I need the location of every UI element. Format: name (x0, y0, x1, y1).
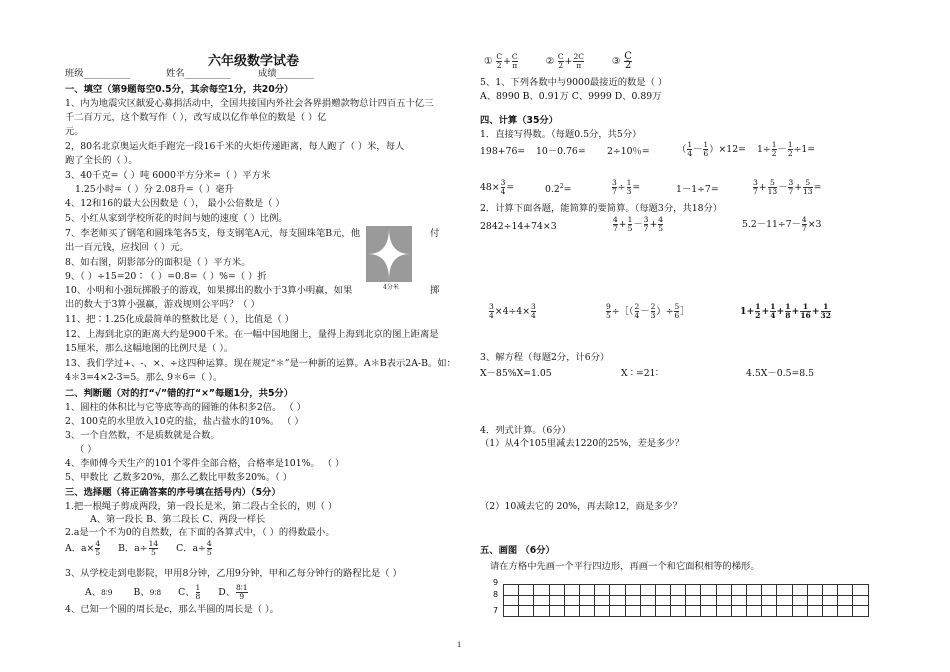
grid-cell[interactable] (519, 585, 534, 596)
fraction: $\frac{1}{3}$ (626, 178, 632, 196)
grid-cell[interactable] (534, 595, 549, 606)
judge-1: 1、圆柱的体积比与它等底等高的圆锥的体积多2倍。 （ ） (65, 402, 306, 413)
fraction: $\frac{C}{2}$ (624, 51, 632, 71)
score-field[interactable]: 成绩________ (258, 68, 314, 79)
calc-3-instruction: 3、解方程（每题2分，计6分） (480, 352, 610, 363)
grid-cell[interactable] (853, 606, 868, 617)
q10-line2: 出的数大于3算小强赢，游戏规则公平吗？（ ） (65, 299, 260, 310)
fraction: $\frac{C}{2}$ (496, 52, 503, 70)
direct-7-tail: = (563, 184, 572, 196)
drawing-grid[interactable] (503, 584, 869, 617)
page-number: 1 (457, 641, 462, 649)
fraction: $\frac{C}{\pi}$ (511, 52, 518, 70)
grid-cell[interactable] (822, 595, 837, 606)
fraction: $\frac{4}{7}$ (801, 215, 807, 233)
direct-6-head: 48× (480, 182, 500, 193)
fraction: $\frac{3}{4}$ (489, 302, 494, 320)
section-2-heading: 二、判断题（对的打“√”错的打“×”每题1分，共5分） (65, 388, 294, 399)
grid-label-9: 9 (493, 578, 499, 587)
q12-line2: 15厘米，那么这幅地图的比例尺是（ ）。 (65, 343, 234, 354)
q13-line2: 4＊3=4×2-3=5。那么 9＊6=（ ）。 (65, 372, 223, 383)
grid-cell[interactable] (762, 595, 777, 606)
q4: 4、12和16的最大公因数是（ ）， 最小公倍数是（ ） (65, 198, 285, 209)
grid-cell[interactable] (579, 595, 594, 606)
q3-line2: 1.25小时=（ ）分 2.08升=（ ）毫升 (75, 184, 234, 195)
grid-cell[interactable] (504, 595, 519, 606)
grid-cell[interactable] (519, 606, 534, 617)
figure-label: 4分米 (383, 284, 399, 291)
grid-cell[interactable] (838, 585, 853, 596)
direct-6 (480, 179, 514, 196)
judge-3: 3、一个自然数，不是质数就是合数。 (65, 430, 220, 441)
grid-cell[interactable] (701, 585, 716, 596)
direct-5-tail: ÷1= (793, 144, 816, 155)
fraction: $\frac{1}{16}$ (800, 302, 811, 320)
q7-line1-end: 付 (430, 228, 440, 239)
grid-cell[interactable] (595, 606, 610, 617)
grid-cell[interactable] (686, 606, 701, 617)
q8: 8、如右图，阴影部分的面积是（ ）平方米。 (65, 257, 251, 268)
q7-line1: 7、李老师买了钢笔和圆珠笔各5支，每支钢笔A元，每支圆珠笔B元，他 (65, 228, 360, 239)
choice-2a: A．a× (65, 543, 95, 554)
calc-2-instruction: 2．计算下面各题，能简算的要简算。（每题3分，共18分） (480, 203, 723, 214)
fraction: $\frac{1}{8}$ (195, 583, 201, 601)
fraction: $\frac{1}{32}$ (820, 302, 831, 320)
grid-cell[interactable] (747, 606, 762, 617)
grid-cell[interactable] (549, 595, 564, 606)
choice-2-options (65, 540, 213, 557)
grid-cell[interactable] (686, 595, 701, 606)
expr-4-mid: ×4÷4× (494, 306, 530, 317)
grid-cell[interactable] (640, 595, 655, 606)
fraction: $\frac{4}{5}$ (95, 539, 101, 557)
q11: 11、把∶1.25化成最简单的整数比是（ ），比值是（ ） (65, 314, 295, 325)
q10-line1: 10、小明和小强玩掷骰子的游戏，如果掷出的数小于3算小明赢，如果 (65, 285, 353, 296)
direct-5-head: 1÷ (757, 144, 771, 155)
grid-cell[interactable] (731, 585, 746, 596)
fraction: $\frac{1}{4}$ (770, 302, 776, 320)
fraction: $\frac{4}{5}$ (206, 539, 212, 557)
grid-cell[interactable] (762, 585, 777, 596)
grid-cell[interactable] (610, 606, 625, 617)
grid-cell[interactable] (655, 585, 670, 596)
shaded-area-figure (366, 226, 412, 282)
choice-4-options: ① $\frac{C}{2}$ + $\frac{C}{\pi}$ ② $\frac{C}{2}$ + $\frac{2C}{\pi}$ ③ $\frac{C}{2}$ (484, 51, 632, 71)
q2-line1: 2，80名北京奥运火炬手跑完一段16千米的火炬传递距离，每人跑了（ ）米，每人 (65, 141, 405, 152)
equation-2: X ∶ =21∶ (621, 368, 658, 379)
grid-cell[interactable] (777, 595, 792, 606)
fraction: $\frac{3}{7}$ (612, 178, 617, 196)
direct-10: $\frac{3}{7}$ + $\frac{5}{13}$ － $\frac{3}{7}$ + $\frac{5}{13}$ = (753, 178, 822, 196)
choice-3: 3、从学校走到电影院，甲用8分钟，乙用9分钟，甲和乙每分钟行的路程比是（ ） (65, 568, 402, 579)
judge-2: 2、100克的水里放入10克的盐，盐占盐水的10%。 （ ） (65, 416, 304, 427)
grid-cell[interactable] (504, 606, 519, 617)
grid-cell[interactable] (671, 585, 686, 596)
direct-10-tail: = (813, 182, 822, 193)
fraction: $\frac{1}{8}$ (785, 302, 791, 320)
direct-1: 198+76= (480, 146, 526, 157)
fraction: $\frac{3}{7}$ (788, 178, 794, 196)
calc-4-q2: （2）10减去它的 20%，再去除12，商是多少？ (480, 501, 682, 512)
expr-1: 2842÷14+74×3 (480, 221, 557, 232)
fraction: $\frac{1}{4}$ (687, 140, 693, 158)
grid-cell[interactable] (747, 595, 762, 606)
fraction: $\frac{5}{6}$ (674, 302, 680, 320)
q3-line1: 3、40千克=（ ）吨 6000平方分米=（ ）平方米 (65, 170, 271, 181)
q9: 9、（ ）÷15=20∶（ ）=0.8=（ ）%=（ ）折 (65, 271, 267, 282)
fraction: $\frac{5}{13}$ (803, 178, 813, 196)
choice-3a: A、 (85, 587, 102, 598)
fraction: $\frac{2}{3}$ (650, 302, 656, 320)
q10-line1-end: 掷 (430, 285, 440, 296)
expr-2: $\frac{4}{7}$ + $\frac{1}{5}$ － $\frac{3}{7}$ + $\frac{4}{5}$ (613, 215, 664, 233)
grid-cell[interactable] (610, 585, 625, 596)
grid-cell[interactable] (625, 606, 640, 617)
expr-5-tail: ］ (680, 306, 690, 317)
grid-label-8: 8 (493, 590, 499, 599)
grid-cell[interactable] (701, 606, 716, 617)
grid-cell[interactable] (807, 606, 822, 617)
grid-cell[interactable] (549, 585, 564, 596)
grid-cell[interactable] (534, 585, 549, 596)
calc-4-instruction: 4．列式计算。（6分） (480, 425, 571, 436)
choice-5-options: A、8990 B、0.91万 C、9999 D、0.89万 (480, 91, 662, 102)
grid-cell[interactable] (549, 606, 564, 617)
choice-1: 1.把一根绳子剪成两段，第一段长是米，第二段占全长的，则（ ） (65, 501, 338, 512)
direct-3: 2÷10％= (607, 146, 650, 157)
grid-cell[interactable] (838, 606, 853, 617)
grid-row (504, 606, 869, 617)
class-field[interactable]: 班级__________ (65, 68, 131, 79)
section-3-heading: 三、选择题（将正确答案的序号填在括号内）（5分） (65, 487, 281, 498)
fraction: $\frac{3}{7}$ (753, 178, 758, 196)
grid-cell[interactable] (807, 595, 822, 606)
choice-1-options: A、第一段长 B、第二段长 C、两段一样长 (90, 514, 266, 525)
grid-cell[interactable] (671, 595, 686, 606)
judge-5-a: 5、甲数比 (65, 472, 109, 483)
grid-cell[interactable] (504, 585, 519, 596)
grid-cell[interactable] (564, 585, 579, 596)
expr-3-tail: ×3 (807, 219, 822, 230)
choice-5: 5、1、下列各数中与9000最接近的数是（ ） (480, 77, 668, 88)
judge-3-paren: （ ） (75, 444, 97, 455)
grid-cell[interactable] (853, 585, 868, 596)
grid-cell[interactable] (655, 595, 670, 606)
grid-cell[interactable] (625, 585, 640, 596)
direct-4-tail: ）×12= (709, 144, 746, 155)
expr-3 (742, 216, 821, 233)
direct-7: $0.2^2=$ (545, 183, 572, 196)
expr-6-head: 1+ (740, 306, 755, 317)
direct-8: $\frac{3}{7}$ ÷ $\frac{1}{3}$ = (612, 178, 641, 196)
grid-cell[interactable] (853, 595, 868, 606)
grid-cell[interactable] (716, 585, 731, 596)
fraction: $\frac{1}{5}$ (627, 215, 633, 233)
fraction: $\frac{1}{2}$ (771, 140, 777, 158)
q2-line2: 跑了全长的（ ）。 (65, 155, 138, 166)
grid-cell[interactable] (716, 606, 731, 617)
judge-5-b: 乙数多20%，那么乙数比甲数多20%。（ ） (113, 472, 293, 483)
grid-cell[interactable] (519, 595, 534, 606)
exam-title: 六年级数学试卷 (208, 54, 300, 69)
q7-line2: 出一百元钱，应找回（ ）元。 (65, 242, 189, 253)
grid-cell[interactable] (716, 595, 731, 606)
grid-cell[interactable] (777, 585, 792, 596)
fraction: $\frac{8∶1}{9}$ (236, 583, 248, 601)
grid-cell[interactable] (579, 585, 594, 596)
calc-4-q1: （1）从4个105里减去1220的25%，差是多少？ (480, 438, 685, 449)
grid-cell[interactable] (595, 595, 610, 606)
grid-row (504, 585, 869, 596)
grid-cell[interactable] (822, 585, 837, 596)
choice-3d: D、 (218, 587, 236, 598)
choice-2c: C．a÷ (176, 543, 206, 554)
q5: 5、小红从家到学校所花的时间与她的速度（ ）比例。 (65, 213, 288, 224)
grid-cell[interactable] (838, 595, 853, 606)
drawing-instruction: 请在方格中先画一个平行四边形，再画一个和它面积相等的梯形。 (490, 561, 760, 572)
grid-cell[interactable] (671, 606, 686, 617)
grid-cell[interactable] (822, 606, 837, 617)
grid-cell[interactable] (625, 595, 640, 606)
grid-cell[interactable] (564, 606, 579, 617)
fraction: $\frac{C}{2}$ (557, 52, 564, 70)
expr-5-mid: ）÷ (656, 306, 674, 317)
direct-2: 10－0.76= (536, 146, 586, 157)
section-5-heading: 五、画图 （6分） (480, 545, 555, 556)
choice-2b: B．a÷ (118, 543, 148, 554)
expr-5-head: ÷［（ (611, 306, 634, 317)
fraction: $\frac{1}{2}$ (755, 302, 761, 320)
grid-cell[interactable] (595, 585, 610, 596)
equation-1: X－85%X=1.05 (480, 368, 552, 379)
direct-9: 1－1÷7= (676, 184, 719, 195)
q1-line2: 千二百万元，这个数写作（ ），改写成以亿作单位的数是（ ）亿 (65, 112, 327, 123)
direct-7-head: 0.2 (545, 184, 560, 196)
fraction: $\frac{14}{5}$ (148, 539, 159, 557)
fraction: $\frac{4}{5}$ (658, 215, 664, 233)
grid-row (504, 595, 869, 606)
fraction: $\frac{4}{7}$ (613, 215, 618, 233)
grid-cell[interactable] (610, 595, 625, 606)
grid-cell[interactable] (686, 585, 701, 596)
fraction: $\frac{5}{13}$ (767, 178, 778, 196)
name-field[interactable]: 姓名__________ (166, 68, 232, 79)
expr-5: $\frac{9}{5}$ ÷［（ $\frac{2}{4}$ － $\frac{2}{3}$ ）÷ $\frac{5}{6}$ ］ (606, 302, 690, 320)
grid-label-7: 7 (493, 606, 499, 615)
choice-3c: C、 (178, 587, 195, 598)
grid-cell[interactable] (655, 606, 670, 617)
choice-3b: B、 (133, 587, 150, 598)
fraction: $\frac{1}{6}$ (703, 140, 709, 158)
grid-cell[interactable] (731, 606, 746, 617)
direct-4: （ $\frac{1}{4}$ － $\frac{1}{6}$ ）×12= (677, 140, 746, 158)
q1-line1: 1、内为地震灾区献爱心募捐活动中，全国共接国内外社会各界捐赠款物总计四百五十亿三 (65, 98, 434, 109)
q1-line3: 元。 (65, 126, 84, 137)
grid-cell[interactable] (579, 606, 594, 617)
direct-6-tail: = (506, 182, 515, 193)
grid-cell[interactable] (807, 585, 822, 596)
judge-4: 4、李师傅今天生产的101个零件全部合格，合格率是101%。 （ ） (65, 458, 345, 469)
grid-cell[interactable] (564, 595, 579, 606)
choice-2: 2.a是一个不为0的自然数，在下面的各算式中，（ ）的得数最小。 (65, 527, 335, 538)
q13-line1: 13、我们学过+、-、×、÷这四种运算。现在规定“＊”是一种新的运算。A＊B表示2A-B。如： (65, 358, 456, 369)
grid-cell[interactable] (792, 585, 807, 596)
fraction: $\frac{2}{4}$ (634, 302, 640, 320)
grid-cell[interactable] (792, 595, 807, 606)
expr-4 (488, 303, 537, 320)
fraction: $\frac{1}{2}$ (787, 140, 793, 158)
grid-cell[interactable] (747, 585, 762, 596)
grid-cell[interactable] (640, 606, 655, 617)
fraction: $\frac{3}{4}$ (530, 302, 536, 320)
section-1-heading: 一、填空（第9题每空0.5分，其余每空1分，共20分） (65, 84, 294, 95)
fraction: $\frac{2C}{\pi}$ (573, 52, 584, 70)
choice-4: 4、已知一个圆的周长是c，那么半圆的周长是（ ）。 (65, 604, 279, 615)
fraction: $\frac{3}{4}$ (500, 178, 506, 196)
calc-1-instruction: 1．直接写得数。（每题0.5分，共5分） (480, 129, 642, 140)
grid-cell[interactable] (762, 606, 777, 617)
expr-6: 1+ $\frac{1}{2}$ + $\frac{1}{4}$ + $\frac{1}{8}$ + $\frac{1}{16}$ + $\frac{1}{32}$ (740, 302, 831, 320)
section-4-heading: 四、计算（35分） (480, 115, 559, 126)
grid-cell[interactable] (701, 595, 716, 606)
q12-line1: 12、上海到北京的距离大约是900千米。在一幅中国地图上，量得上海到北京的图上距离是 (65, 329, 439, 340)
equation-3: 4.5X－0.5=8.5 (746, 368, 815, 379)
grid-cell[interactable] (777, 606, 792, 617)
grid-cell[interactable] (640, 585, 655, 596)
grid-cell[interactable] (534, 606, 549, 617)
expr-3-head: 5.2－11÷7－ (742, 219, 801, 230)
grid-cell[interactable] (792, 606, 807, 617)
grid-cell[interactable] (731, 595, 746, 606)
direct-5: 1÷ $\frac{1}{2}$ － $\frac{1}{2}$ ÷1= (757, 140, 816, 158)
fraction: $\frac{3}{7}$ (643, 215, 649, 233)
fraction: $\frac{9}{5}$ (606, 302, 611, 320)
choice-3-options: A、8∶9 B、9∶8 C、 $\frac{1}{8}$ D、 $\frac{8∶1}{9}$ (85, 583, 248, 601)
